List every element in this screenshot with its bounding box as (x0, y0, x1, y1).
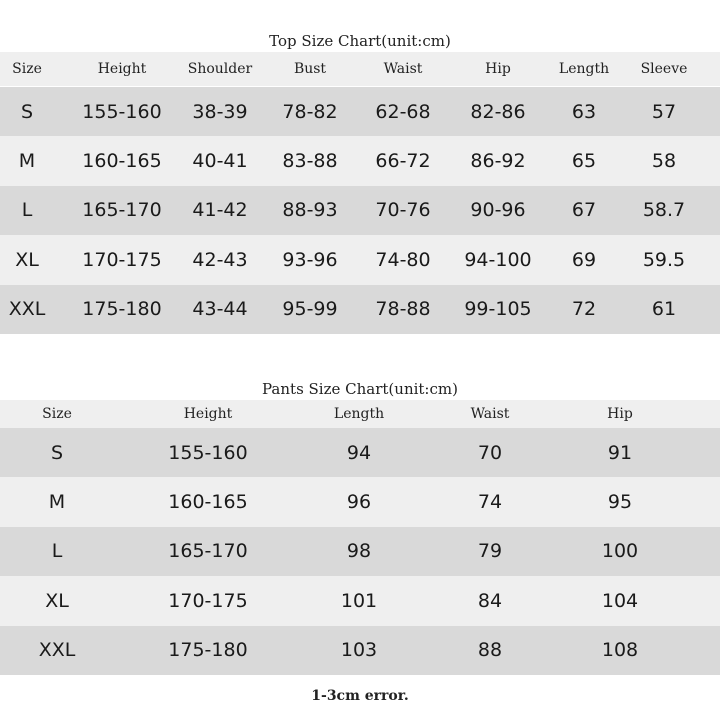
table-cell: S (50, 441, 64, 464)
top_chart-header-cell: Bust (293, 61, 327, 77)
pants_chart-header-cell: Hip (607, 406, 633, 422)
table-cell: 61 (651, 298, 677, 321)
table-cell: 84 (477, 589, 503, 612)
table-cell: 95 (607, 491, 633, 514)
table-cell: 70 (477, 441, 503, 464)
table-cell: 94 (346, 441, 372, 464)
table-cell: 175-180 (168, 639, 248, 662)
pants-chart-header-row (0, 400, 720, 428)
table-row (0, 136, 720, 185)
top_chart-header-cell: Height (97, 61, 147, 77)
table-cell: 175-180 (82, 298, 162, 321)
table-cell: 91 (607, 441, 633, 464)
error-note: 1-3cm error. (311, 688, 409, 704)
pants_chart-header-cell: Height (183, 406, 233, 422)
table-cell: 66-72 (375, 150, 431, 173)
table-cell: S (20, 100, 34, 123)
table-row (0, 477, 720, 526)
top_chart-header-cell: Sleeve (640, 61, 688, 77)
table-cell: L (51, 540, 63, 563)
table-cell: 74 (477, 491, 503, 514)
pants_chart-header-cell: Length (333, 406, 385, 422)
table-cell: 86-92 (470, 150, 526, 173)
table-cell: 40-41 (192, 150, 248, 173)
top_chart-header-cell: Shoulder (187, 61, 253, 77)
top_chart-header-cell: Length (558, 61, 610, 77)
table-cell: 78-82 (282, 100, 338, 123)
table-cell: 65 (571, 150, 597, 173)
table-cell: 160-165 (82, 150, 162, 173)
table-cell: 90-96 (470, 199, 526, 222)
table-row (0, 235, 720, 284)
table-cell: 95-99 (282, 298, 338, 321)
table-cell: 74-80 (375, 248, 431, 271)
table-cell: XXL (38, 639, 76, 662)
table-cell: M (48, 491, 66, 514)
table-cell: 104 (601, 589, 639, 612)
table-row (0, 626, 720, 675)
table-cell: 70-76 (375, 199, 431, 222)
table-cell: 170-175 (168, 589, 248, 612)
table-cell: 38-39 (192, 100, 248, 123)
table-cell: XXL (8, 298, 46, 321)
top_chart-header-cell: Waist (383, 61, 423, 77)
table-cell: XL (15, 248, 39, 271)
table-cell: 88 (477, 639, 503, 662)
pants-chart-title: Pants Size Chart(unit:cm) (262, 380, 458, 398)
table-cell: 155-160 (82, 100, 162, 123)
table-row (0, 576, 720, 625)
table-cell: XL (45, 589, 69, 612)
table-cell: 58.7 (642, 199, 686, 222)
table-cell: 79 (477, 540, 503, 563)
top-chart-header-row (0, 52, 720, 86)
table-cell: 83-88 (282, 150, 338, 173)
table-cell: 165-170 (82, 199, 162, 222)
table-cell: 43-44 (192, 298, 248, 321)
table-cell: 58 (651, 150, 677, 173)
top_chart-header-cell: Hip (485, 61, 511, 77)
table-cell: 103 (340, 639, 378, 662)
table-cell: 69 (571, 248, 597, 271)
table-cell: 101 (340, 589, 378, 612)
table-row (0, 527, 720, 576)
table-cell: 82-86 (470, 100, 526, 123)
pants_chart-header-cell: Size (42, 406, 72, 422)
table-row (0, 186, 720, 235)
table-cell: 41-42 (192, 199, 248, 222)
top-chart-title: Top Size Chart(unit:cm) (269, 32, 451, 50)
table-cell: 93-96 (282, 248, 338, 271)
table-cell: 57 (651, 100, 677, 123)
table-row (0, 428, 720, 477)
table-cell: 165-170 (168, 540, 248, 563)
table-cell: M (18, 150, 36, 173)
top_chart-header-cell: Size (12, 61, 42, 77)
table-cell: 108 (601, 639, 639, 662)
table-cell: 62-68 (375, 100, 431, 123)
table-cell: L (21, 199, 33, 222)
table-cell: 59.5 (642, 248, 686, 271)
table-cell: 67 (571, 199, 597, 222)
table-cell: 100 (601, 540, 639, 563)
table-cell: 78-88 (375, 298, 431, 321)
table-cell: 88-93 (282, 199, 338, 222)
table-cell: 42-43 (192, 248, 248, 271)
table-cell: 99-105 (464, 298, 532, 321)
table-cell: 160-165 (168, 491, 248, 514)
table-cell: 170-175 (82, 248, 162, 271)
table-cell: 155-160 (168, 441, 248, 464)
table-cell: 94-100 (464, 248, 532, 271)
table-cell: 63 (571, 100, 597, 123)
table-cell: 72 (571, 298, 597, 321)
table-row (0, 87, 720, 136)
table-row (0, 285, 720, 334)
table-cell: 96 (346, 491, 372, 514)
table-cell: 98 (346, 540, 372, 563)
pants_chart-header-cell: Waist (470, 406, 510, 422)
